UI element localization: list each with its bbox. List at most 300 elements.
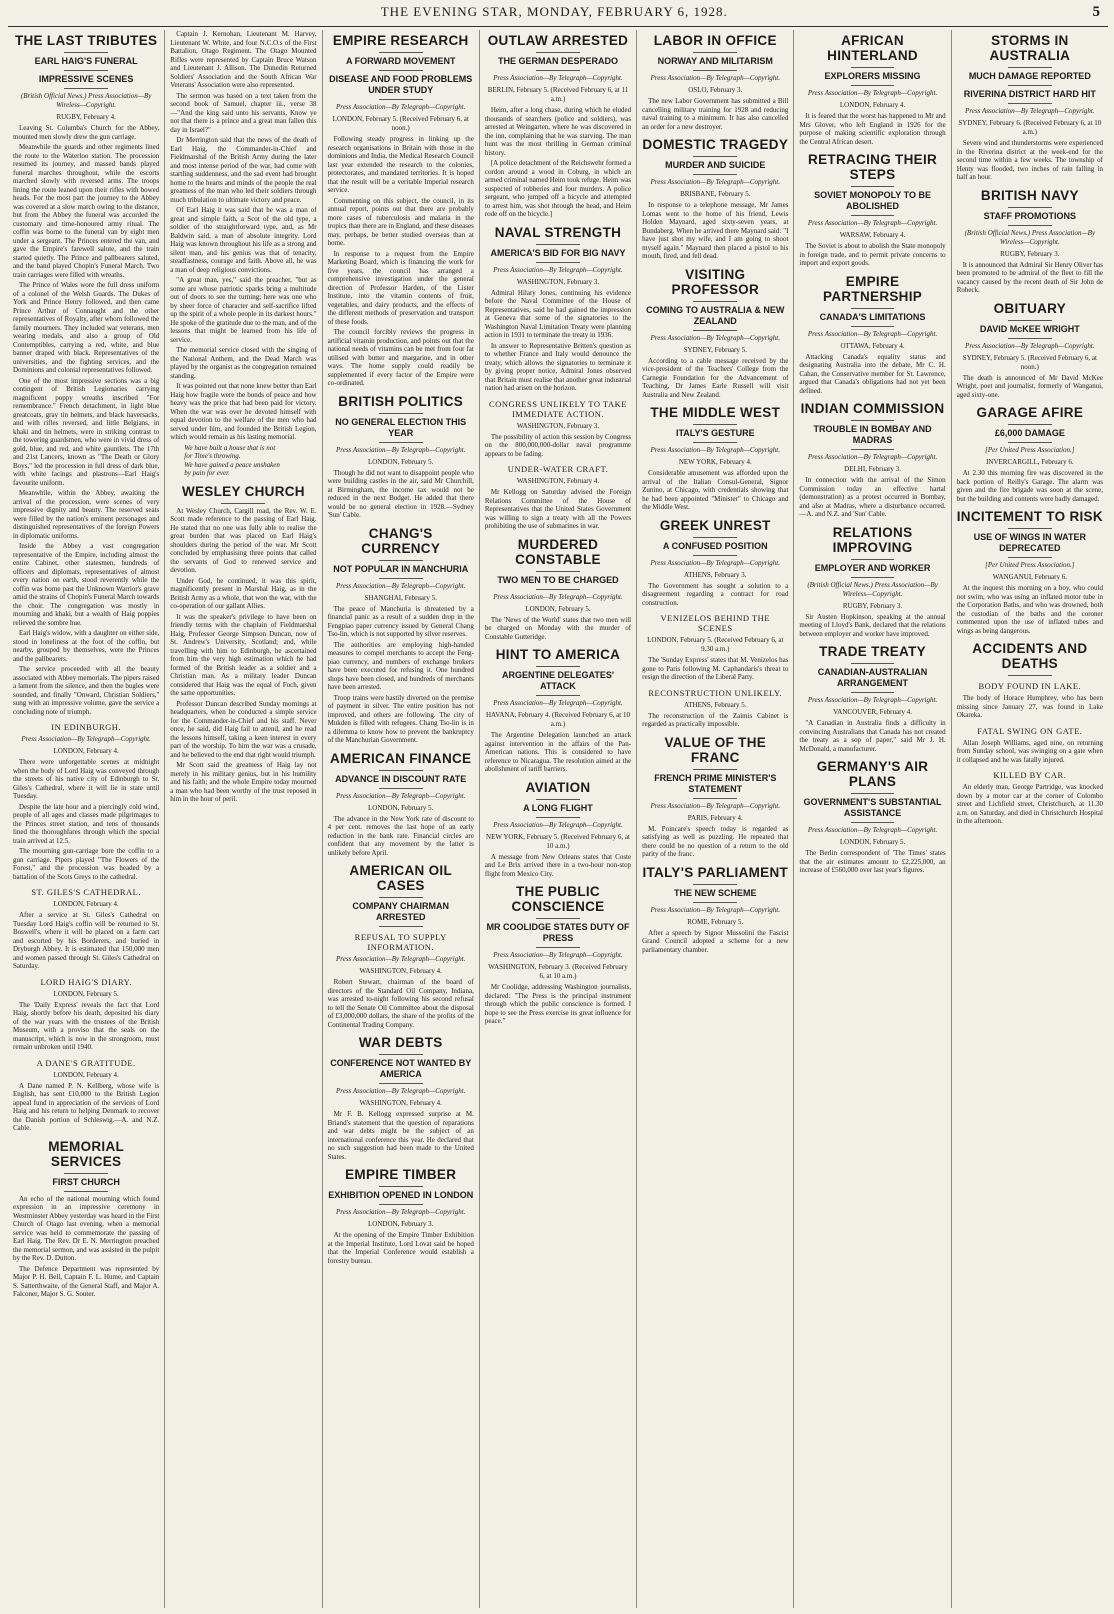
headline-rule bbox=[536, 666, 580, 667]
article bbox=[328, 526, 474, 745]
article bbox=[485, 464, 631, 531]
column-3 bbox=[323, 30, 480, 1608]
article-headline: VISITING PROFESSOR bbox=[671, 266, 759, 297]
article bbox=[13, 1139, 159, 1299]
column-2 bbox=[165, 30, 322, 1608]
dateline: LONDON, February 5. bbox=[368, 457, 434, 466]
article bbox=[957, 301, 1103, 400]
paragraph: Heim, after a long chase, during which he eluded thousands of searchers (police and soldiers), was arrested at Weingarten, where he was discovered in the inn, complaining that he was starving. The man hunt was the most thrilling in German criminal history. bbox=[484, 106, 632, 157]
page-number: 5 bbox=[1092, 4, 1100, 20]
paragraph: The Prince of Wales wore the full dress uniform of a colonel of the Welsh Guards. The Dukes of York and Prince Henry followed, and then came Prince Arthur of Connaught and the other representatives of Royalty, after whom followed the family mourners. They included war veterans, men wearing medals, and also a group of Old Contemptibles, carrying a red, white, and blue banner draped with black. Representatives of the universities, and the fighting services, and the Dominions and colonial representatives followed. bbox=[13, 281, 160, 374]
headline-rule bbox=[379, 1083, 423, 1084]
article-body bbox=[170, 30, 316, 442]
dateline: LONDON, February 4. bbox=[53, 900, 119, 908]
dateline: WASHINGTON, February 4. bbox=[359, 1099, 442, 1107]
paragraph: After a speech by Signor Mussolini the Fascist Grand Council adopted a scheme for a new parliamentary chamber. bbox=[642, 928, 789, 954]
paragraph: The 'Daily Express' reveals the fact that Lord Haig, shortly before his death, deposited his diary of the war years with the trustees of the British Museum, with a proviso that the seals on the manuscript, which is now in the strongroom, must remain unbroken until 1940. bbox=[13, 1000, 160, 1051]
article bbox=[957, 188, 1103, 295]
paragraph: Admiral Hilary Jones, continuing his evidence before the Naval Committee of the House of Representatives, said he had gained the impression at Geneva that some of the signatories to the Washington Naval Limitation Treaty were planning action in 1931 to terminate the treaty in 1936. bbox=[484, 288, 632, 339]
headline-rule bbox=[851, 449, 895, 450]
column-4 bbox=[480, 30, 637, 1608]
press-credit: Press Association—By Telegraph—Copyright. bbox=[493, 265, 623, 274]
article-headline: AMERICAN FINANCE bbox=[330, 750, 472, 766]
paragraph: The Argentine Delegation launched an attack against intervention in the affairs of the Pan-American nations. This is considered to have reference to Nicaragua. The resolution aimed at the abolishment of tariff barriers. bbox=[484, 731, 632, 773]
article bbox=[485, 780, 631, 879]
article bbox=[485, 225, 631, 393]
section-title: A DANE'S GRATITUDE. bbox=[36, 1057, 136, 1068]
headline-rule bbox=[379, 1054, 423, 1055]
headline-rule bbox=[693, 798, 737, 799]
article-body bbox=[485, 983, 631, 1026]
article bbox=[13, 33, 159, 716]
press-credit: Press Association—By Telegraph—Copyright. bbox=[335, 791, 466, 800]
paragraph: Dr Merrington said that the news of the death of Earl Haig, the Commander-in-Chief and Fieldmarshal of the British Army during the later and most intense period of the war, had come with startling suddenness, and the sad event had brought home to the hearts and minds of the people the real greatness of the man who led their soldiers through much tribulation to ultimate victory and peace. bbox=[170, 136, 317, 204]
article bbox=[799, 33, 945, 146]
article bbox=[957, 726, 1103, 765]
article-body bbox=[13, 911, 159, 971]
article-body bbox=[328, 469, 474, 520]
article-body bbox=[642, 582, 788, 608]
article bbox=[13, 1058, 159, 1133]
article bbox=[642, 735, 788, 859]
dateline: RUGBY, February 4. bbox=[56, 113, 116, 121]
article-subhead: A LONG FLIGHT bbox=[523, 802, 593, 813]
press-credit: Press Association—By Telegraph—Copyright. bbox=[493, 820, 623, 829]
dateline: LONDON, February 5. bbox=[839, 838, 906, 846]
headline-rule bbox=[64, 1191, 108, 1192]
section-title: RECONSTRUCTION UNLIKELY. bbox=[648, 687, 783, 698]
paragraph: Mr Kellogg on Saturday advised the Foreign Relations Committee of the House of Representatives that the United States Government was willing to sign a treaty with all the Powers prohibiting the use of submarines in war. bbox=[484, 488, 632, 530]
article bbox=[642, 33, 788, 131]
article-body bbox=[957, 584, 1103, 635]
article-subhead: GOVERNMENT'S SUBSTANTIAL ASSISTANCE bbox=[803, 797, 942, 818]
article-body bbox=[642, 97, 788, 131]
article-subhead: TWO MEN TO BE CHARGED bbox=[497, 574, 619, 585]
dateline: LONDON, February 4. bbox=[53, 747, 119, 755]
dateline: WARSAW, February 4. bbox=[839, 231, 906, 239]
paragraph: The sermon was based on a text taken from the second book of Samuel, chapter iii., verse 38—"And the king said unto his servants, Know ye not that there is a prince and a great man fallen this day in Israel?" bbox=[170, 91, 317, 134]
article-headline: RELATIONS IMPROVING bbox=[832, 524, 913, 555]
headline-rule bbox=[1008, 675, 1052, 676]
paragraph: "A great man, yes," said the preacher, "but as some are whose patriotic sparks bring a multitude out of doors to see the turning; here was one who by sheer force of character and self-sacrifice lifted up the spirit of a whole people in its darkest hours." He spoke of the gratitude due to the man, and of the lessons that might be learned from his life of service. bbox=[170, 276, 317, 344]
dateline: ATHENS, February 3. bbox=[683, 570, 747, 579]
paragraph: Despite the late hour and a piercingly cold wind, people of all ages and classes made pilgrimages to the Princes street station, and tens of thousands lined the thoroughfares through which the special train arrived at 12.5. bbox=[13, 802, 160, 845]
headline-rule bbox=[1008, 207, 1052, 208]
paragraph: Mr Coolidge, addressing Washington journalists, declared: "The Press is the principal instrument through which the public conscience is formed. I hope to see the Press exercise its great influence for peace." bbox=[484, 983, 632, 1025]
headline-rule bbox=[536, 262, 580, 263]
headline-rule bbox=[851, 663, 895, 664]
headline-rule bbox=[536, 52, 580, 53]
press-credit: Press Association—By Telegraph—Copyright. bbox=[650, 446, 780, 454]
headline-rule bbox=[1008, 557, 1052, 558]
article bbox=[328, 1035, 474, 1161]
article-body bbox=[13, 758, 159, 881]
press-credit: Press Association—By Telegraph—Copyright. bbox=[965, 341, 1095, 350]
headline-rule bbox=[379, 99, 423, 100]
article bbox=[642, 865, 788, 955]
paragraph: Though he did not want to disappoint people who were building castles in the air, said Mr Churchill, at Birmingham, the income tax would not be reduced in the next Budget. He added that there would be no general election in 1928.—Sydney 'Sun' Cable. bbox=[327, 468, 474, 519]
article-subhead: NO GENERAL ELECTION THIS YEAR bbox=[335, 416, 467, 438]
paragraph: The service proceeded with all the beauty associated with Abbey memorials. The pipers raised a lament from the silence, and then the bugles were sounded, and finally "Onward, Christian Soldiers," sung with an impressive volume, gave the service a concluding note of triumph. bbox=[13, 665, 160, 716]
headline-rule bbox=[64, 88, 108, 89]
article-subhead: FIRST CHURCH bbox=[52, 1176, 120, 1187]
article-body bbox=[957, 469, 1103, 503]
paragraph: An echo of the national mourning which found expression in an impressive ceremony in Westminster Abbey yesterday was heard in the First Church of Otago last evening, when a memorial service was held to commemorate the passing of Earl Haig. The Rev. Dr E. N. Merrington preached the memorial sermon, and was assisted in the pulpit by the Rev. D. Dutton. bbox=[13, 1194, 160, 1262]
headline-rule bbox=[1008, 85, 1052, 86]
article-subhead: AMERICA'S BID FOR BIG NAVY bbox=[490, 247, 626, 258]
press-credit: Press Association—By Telegraph—Copyright. bbox=[335, 445, 466, 454]
headline-rule bbox=[536, 695, 580, 696]
section-title: VENIZELOS BEHIND THE SCENES bbox=[660, 613, 770, 633]
article-subhead: THE GERMAN DESPERADO bbox=[497, 56, 618, 66]
headline-rule bbox=[536, 589, 580, 590]
article bbox=[328, 751, 474, 858]
paragraph: Under God, he continued, it was this spirit, magnificently present in Marshal Haig, as in the British Army as a whole, that won the war, with the co-operation of our gallant Allies. bbox=[170, 576, 317, 610]
paragraph: "A Canadian in Australia finds a difficulty in convincing Australians that Canada has not created the treaty as a sop of paper," said Mr J. H. McDonald, a manufacturer. bbox=[799, 719, 946, 753]
article-headline: THE PUBLIC CONSCIENCE bbox=[511, 884, 605, 914]
paragraph: Leaving St. Columba's Church for the Abbey, mounted men slowly drew the gun carriage. bbox=[13, 124, 160, 141]
article-subhead: CONFERENCE NOT WANTED BY AMERICA bbox=[330, 1058, 472, 1079]
dateline: SYDNEY, February 6. (Received February 6, at 10 a.m.) bbox=[958, 119, 1102, 136]
article-body bbox=[328, 135, 474, 388]
paragraph: The advance in the New York rate of discount to 4 per cent. removes the last hope of an early reduction in the bank rate. Financial circles are confident that any movement by the latter is unlikely before April. bbox=[327, 814, 474, 857]
article-subhead: CANADIAN-AUSTRALIAN ARRANGEMENT bbox=[817, 667, 928, 688]
section-title: KILLED BY CAR. bbox=[993, 770, 1067, 780]
paragraph: In connection with the arrival of the Simon Commission today an effective hartal (demonstration) as a protest occurred in Bombay, and also at Madras, where a disturbance occurred.—A. and N.Z. and 'Sun' Cable. bbox=[799, 476, 946, 518]
dateline: DELHI, February 3. bbox=[844, 465, 901, 473]
press-credit: Press Association—By Telegraph—Copyright. bbox=[650, 558, 780, 567]
article-body bbox=[485, 106, 631, 219]
article-subhead: TROUBLE IN BOMBAY AND MADRAS bbox=[813, 424, 932, 445]
headline-rule bbox=[693, 555, 737, 556]
dateline: LONDON, February 5. bbox=[368, 803, 434, 812]
press-credit: Press Association—By Telegraph—Copyright. bbox=[650, 74, 780, 82]
article-body bbox=[799, 476, 945, 519]
headline-rule bbox=[1008, 225, 1052, 226]
article-subhead: EMPLOYER AND WORKER bbox=[814, 562, 931, 573]
headline-rule bbox=[851, 308, 895, 309]
article-subhead: EARL HAIG'S FUNERAL bbox=[34, 56, 138, 66]
paragraph: The body of Horace Humphrey, who has been missing since January 27, was found in Lake Okareka. bbox=[956, 694, 1103, 719]
press-credit: Press Association—By Telegraph—Copyright. bbox=[650, 178, 780, 186]
paragraph: At the inquest this morning on a boy, who could not swim, who was using an inflated motor tube in the Corporation Baths, and who was drowned, both the custodian of the baths and the coroner commented upon the use of inflated tubes and wings as being dangerous. bbox=[956, 584, 1103, 635]
article-subhead: THE NEW SCHEME bbox=[674, 887, 757, 898]
paragraph: The peace of Manchuria is threatened by a financial panic as a result of a sudden drop in the Fengpiao paper currency issued by General Chang Tso-lin, which is not supported by silver reserves. bbox=[327, 604, 474, 638]
article-body bbox=[642, 469, 788, 512]
article-body bbox=[799, 849, 945, 875]
article-subhead: A FORWARD MOVEMENT bbox=[345, 56, 456, 66]
article-headline: LABOR IN OFFICE bbox=[653, 33, 777, 48]
paragraph: Considerable amusement was afforded upon the arrival of the Italian Consul-General, Signor Zunino, at Chicago, with credentials showing that he had been appointed "Minister" to Chicago and the Middle West. bbox=[642, 469, 789, 511]
press-credit: Press Association—By Telegraph—Copyright. bbox=[807, 453, 938, 461]
section-title: FATAL SWING ON GATE. bbox=[977, 725, 1083, 736]
paragraph: At the opening of the Empire Timber Exhibition at the Imperial Institute, Lord Lovat said he hoped that the Imperial Conference would establish a forestry bureau. bbox=[327, 1231, 474, 1265]
paragraph: Troop trains were hastily diverted on the premise of payment in silver. The entire position has not improved, and others are following. The city of Mukden is filled with refugees. Chang Tso-lin is in a dilemma to know how to prevent the bankruptcy of the Manchurian Government. bbox=[327, 693, 474, 744]
headline-rule bbox=[1008, 338, 1052, 339]
paragraph: The Defence Department was represented by Major P. H. Bell, Captain F. L. Hume, and Captain S. Satterthwaite, of the General Staff, and Major A. Falconer, Major S. G. Souter. bbox=[13, 1264, 160, 1298]
paragraph: It was pointed out that none knew better than Earl Haig how fragile were the bonds of peace and how heavy was the price that had been paid for victory. When the war was over he devoted himself with equal devotion to the welfare of the men who had served under him, and founded the British Legion, which would remain as his lasting memorial. bbox=[170, 382, 317, 441]
press-credit: Press Association—By Telegraph—Copyright. bbox=[493, 592, 623, 601]
paragraph: Inside the Abbey a vast congregation representative of the Empire, including almost the entire Cabinet, other statesmen, hundreds of officers and diplomats, representatives of almost every nation on earth, stood reverently while the coffin was borne past the Unknown Warrior's grave amid the strains of Chopin's Funeral March towards the choir. The congregation was mostly in mourning and khaki, but a wealth of Haig poppies relieved the sombre hue. bbox=[13, 542, 160, 627]
article-body bbox=[642, 712, 788, 729]
press-credit: Press Association—By Telegraph—Copyright. bbox=[493, 951, 623, 959]
article-headline: AFRICAN HINTERLAND bbox=[827, 33, 918, 63]
dateline: OSLO, February 3. bbox=[688, 86, 743, 94]
article-body bbox=[485, 488, 631, 531]
article-body bbox=[328, 1231, 474, 1265]
article-headline: GARAGE AFIRE bbox=[976, 405, 1084, 420]
headline-rule bbox=[851, 793, 895, 794]
paragraph: Commenting on this subject, the council, in its annual report, points out that there are probably more cases of tuberculosis and malaria in the tropics than there are in England, and these diseases may, perhaps, be better studied overseas than at home. bbox=[327, 196, 474, 247]
paragraph: The 'News of the World' states that two men will be charged on Monday with the murder of Constable Gutteridge. bbox=[484, 615, 632, 641]
paragraph: An elderly man, George Partridge, was knocked down by a motor car at the corner of Colombo street and Lichfield street, Christchurch, at 11.30 a.m. on Saturday, and died in Christchurch Hospital in the afternoon. bbox=[956, 783, 1103, 825]
paragraph: It is announced that Admiral Sir Henry Oliver has been promoted to be admiral of the fleet to fill the vacancy caused by the recent death of Sir John de Robeck. bbox=[956, 260, 1103, 294]
press-credit: Press Association—By Telegraph—Copyright. bbox=[493, 699, 623, 707]
article-headline: NAVAL STRENGTH bbox=[494, 224, 622, 240]
article-headline: THE MIDDLE WEST bbox=[650, 405, 781, 420]
headline-rule bbox=[851, 420, 895, 421]
article bbox=[799, 644, 945, 753]
headline-rule bbox=[379, 578, 423, 579]
dateline: LONDON, February 5. (Received February 6, at noon.) bbox=[332, 115, 469, 132]
article bbox=[170, 484, 316, 804]
paragraph: One of the most impressive sections was a big contingent of British Legionaries carrying magnificent poppy wreaths inscribed "For remembrance." French detachment, in light blue greatcoats, gray tin helmets, and black haversacks, and with rifles reversed, and little Belgians, in khaki and tin helmets, were in striking contrast to the towering guardsmen, who were in vivid dress of gold, blue, and red, and white gauntlets. The 17th and 21st Lancers, known as "The Death or Glory Boys," led the procession in full dress of dark blue, with white facings and plastrons—Earl Haig's favourite uniform. bbox=[13, 376, 160, 487]
article bbox=[957, 509, 1103, 635]
article-headline: GREEK UNREST bbox=[659, 517, 771, 533]
article-body bbox=[13, 1082, 159, 1133]
article bbox=[799, 401, 945, 519]
article bbox=[13, 722, 159, 881]
dateline: LONDON, February 5. bbox=[525, 604, 591, 613]
paragraph: The reconstruction of the Zaimis Cabinet is regarded as practically impossible. bbox=[642, 711, 789, 728]
article bbox=[485, 33, 631, 219]
headline-rule bbox=[693, 301, 737, 302]
article bbox=[642, 267, 788, 400]
article-subhead: ITALY'S GESTURE bbox=[675, 428, 755, 438]
article bbox=[799, 152, 945, 268]
press-credit: Press Association—By Telegraph—Copyright. bbox=[650, 333, 780, 342]
dateline: LONDON, February 3. bbox=[368, 1220, 434, 1228]
article-subhead: IMPRESSIVE SCENES bbox=[38, 74, 134, 84]
article-headline: THE LAST TRIBUTES bbox=[14, 33, 158, 48]
article-body bbox=[957, 694, 1103, 720]
headline-rule bbox=[851, 577, 895, 578]
paragraph: The Soviet is about to abolish the State monopoly in foreign trade, and to permit private concerns to import and export goods. bbox=[799, 242, 946, 267]
article-headline: BRITISH POLITICS bbox=[338, 393, 464, 409]
headline-rule bbox=[379, 770, 423, 771]
dateline: SHANGHAI, February 5. bbox=[364, 593, 437, 602]
article-subhead: USE OF WINGS IN WATER DEPRECATED bbox=[973, 532, 1086, 553]
column-1 bbox=[8, 30, 165, 1608]
article bbox=[328, 33, 474, 388]
section-title: BODY FOUND IN LAKE. bbox=[978, 681, 1082, 691]
article-body bbox=[799, 353, 945, 396]
headline-rule bbox=[536, 817, 580, 818]
paragraph: A message from New Orleans states that Coste and Le Brix arrived there in a two-hour non-stop flight from Mexico City. bbox=[484, 852, 632, 878]
article-body bbox=[328, 978, 474, 1029]
paragraph: Mr F. B. Kellogg expressed surprise at M. Briand's statement that the question of reparations and war debts might be the subject of an international conference this year. He declared that no such suggestion had been made to the United States. bbox=[327, 1110, 474, 1161]
dateline: RUGBY, February 3. bbox=[842, 601, 903, 610]
headline-rule bbox=[1008, 424, 1052, 425]
paragraph: The memorial service closed with the singing of the National Anthem, and the Dead March was played by the organist as the congregation remained standing. bbox=[170, 346, 317, 380]
dateline: WANGANUI, February 6. bbox=[992, 573, 1067, 581]
article-body bbox=[170, 507, 316, 804]
press-credit: Press Association—By Telegraph—Copyright. bbox=[807, 826, 938, 834]
article-body bbox=[485, 289, 631, 393]
article-body bbox=[485, 853, 631, 879]
press-credit: Press Association—By Telegraph—Copyright. bbox=[807, 696, 938, 704]
article-body bbox=[799, 112, 945, 146]
headline-rule bbox=[64, 1173, 108, 1174]
article-body bbox=[642, 656, 788, 682]
article-subhead: NOT POPULAR IN MANCHURIA bbox=[333, 563, 469, 574]
article-subhead: EXPLORERS MISSING bbox=[824, 71, 921, 81]
article-headline: MURDERED CONSTABLE bbox=[515, 536, 601, 567]
section-title: CONGRESS UNLIKELY TO TAKE IMMEDIATE ACTION. bbox=[489, 398, 627, 419]
paragraph: The authorities are employing high-handed measures to compel merchants to accept the Feng-piao currency, and numbers of exchange brokers have been executed for refusing it. One hundred shops have been closed, and hundreds of merchants have been arrested. bbox=[327, 640, 474, 691]
article bbox=[485, 647, 631, 774]
article bbox=[485, 537, 631, 642]
dateline: ROME, February 5. bbox=[687, 917, 744, 926]
article-body bbox=[328, 815, 474, 858]
article-body bbox=[642, 929, 788, 955]
article-body bbox=[957, 739, 1103, 765]
article-subhead: DISEASE AND FOOD PROBLEMS UNDER STUDY bbox=[329, 74, 473, 95]
article bbox=[485, 399, 631, 459]
paragraph: Allan Joseph Williams, aged nine, on returning from Sunday school, was swinging on a gate when it collapsed and he was fatally injured. bbox=[956, 738, 1103, 764]
dateline: NEW YORK, February 5. (Received February 6, at 10 a.m.) bbox=[486, 832, 630, 850]
article-subhead: ADVANCE IN DISCOUNT RATE bbox=[335, 773, 467, 784]
paragraph: [A police detachment of the Reichswehr formed a cordon around a wood in Coburg, in which an armed criminal named Heim took refuge. Heim was suspected of robberies and four murders. A police sergeant, who jumped off a bicycle and attempted to arrest him, was shot through the head, and Heim rode off on the bicycle.] bbox=[484, 159, 632, 218]
article-headline: BRITISH NAVY bbox=[980, 187, 1079, 203]
paragraph: The mourning gun-carriage bore the coffin to a gun carriage. Pipers played "The Flowers of the Forest," and the procession was headed by a battalion of the Scots Greys to the cathedral. bbox=[13, 847, 160, 881]
paragraph: Sir Austen Hopkinson, speaking at the annual meeting of Lloyd's Bank, declared that the relations between employer and worker have improved. bbox=[799, 612, 946, 638]
paragraph: The Berlin correspondent of 'The Times' states that the air estimates amount to £2,225,000, an increase of £560,000 over last year's figures. bbox=[799, 849, 946, 874]
headline-rule bbox=[693, 174, 737, 175]
paragraph: After a service at St. Giles's Cathedral on Tuesday Lord Haig's coffin will be returned to St. Boswell's, where it will be placed on a farm cart and escorted by his Borderers, and buried in Dryburgh Abbey. It is estimated that 150,000 men and women passed through St. Giles's Cathedral on Saturday. bbox=[13, 911, 160, 970]
dateline: VANCOUVER, February 4. bbox=[833, 708, 912, 716]
headline-rule bbox=[536, 947, 580, 948]
headline-rule bbox=[379, 788, 423, 789]
headline-rule bbox=[379, 1204, 423, 1205]
headline-rule bbox=[221, 503, 265, 504]
paragraph: The new Labor Government has submitted a Bill cancelling military training for 1928 and reducing naval training to a minimum. It has also cancelled an order for a new destroyer. bbox=[642, 97, 789, 131]
article-headline: CHANG'S CURRENCY bbox=[361, 525, 441, 556]
press-credit: Press Association—By Telegraph—Copyright. bbox=[335, 581, 466, 590]
article bbox=[799, 525, 945, 639]
article-body bbox=[799, 613, 945, 639]
press-credit: (British Official News.) Press Association—By Wireless—Copyright. bbox=[807, 580, 938, 598]
paragraph: The death is announced of Mr David McKee Wright, poet and journalist, formerly of Wanganui, aged sixty-one. bbox=[956, 373, 1103, 399]
article bbox=[957, 641, 1103, 720]
dateline: SYDNEY, February 5. bbox=[683, 345, 747, 354]
article bbox=[957, 770, 1103, 826]
article-body bbox=[642, 825, 788, 859]
dateline: PARIS, February 4. bbox=[687, 813, 743, 822]
paragraph: The Government has sought a solution to a disagreement regarding a contract for road construction. bbox=[642, 581, 789, 607]
headline-rule bbox=[693, 442, 737, 443]
headline-rule bbox=[851, 822, 895, 823]
headline-rule bbox=[379, 560, 423, 561]
headline-rule bbox=[536, 918, 580, 919]
paragraph: Mr Scott said the greatness of Haig lay not merely in his military genius, but in his humility and his faith; and the whole Empire today mourned a man who had been worthy of the trust reposed in him in the hour of peril. bbox=[170, 761, 317, 803]
headline-rule bbox=[536, 799, 580, 800]
dateline: BERLIN, February 5. (Received February 6, at 11 a.m.) bbox=[487, 86, 629, 103]
headline-rule bbox=[851, 67, 895, 68]
dateline: SYDNEY, February 5. (Received February 6, at noon.) bbox=[962, 353, 1097, 371]
headline-rule bbox=[851, 692, 895, 693]
dateline: HAVANA, February 4. (Received February 6, at 10 a.m.) bbox=[485, 711, 630, 728]
headline-rule bbox=[693, 52, 737, 53]
headline-rule bbox=[379, 1186, 423, 1187]
article-subhead: ARGENTINE DELEGATES' ATTACK bbox=[501, 670, 614, 691]
paragraph: According to a cable message received by the vice-president of the Teachers' College from the Carnegie Foundation for the Advancement of Teaching, Dr James Earle Russell will visit Australia and New Zealand. bbox=[642, 356, 789, 399]
article-headline: OUTLAW ARRESTED bbox=[487, 33, 629, 48]
headline-rule bbox=[64, 70, 108, 71]
paragraph: Meanwhile the guards and other regiments lined the route to the Waterloo station. The procession resumed its journey, and massed bands played funeral marches throughout, while the escorts marched slowly with reversed arms. The troops lining the route leaned upon their rifles with bowed heads. For the most part the journey to the Abbey was covered at a slow march owing to the distance, but from the Abbey the funeral was accorded the customary and time-honoured army ritual. The coffin was borne to the funeral van by eight men under a sergeant. The Princes entered the van, and gave the Empire's farewell salute, and the train started quietly. The Prince and pallbearers saluted, and the band played Chopin's Funeral March. Two train carriages were filled with wreaths. bbox=[13, 143, 160, 279]
article-body bbox=[957, 374, 1103, 400]
article-headline: AVIATION bbox=[525, 779, 591, 795]
article-body bbox=[328, 1110, 474, 1161]
article-headline: EMPIRE TIMBER bbox=[345, 1167, 457, 1182]
paragraph: A Dane named P. N. Kellberg, whose wife is English, has sent £10,000 to the British Legion appeal fund in appreciation of the services of Lord Haig and his return to helping Denmark to recover the Danish portion of Schleswig.—A. and N.Z. Cable. bbox=[13, 1081, 160, 1132]
paragraph: M. Poincare's speech today is regarded as satisfying as well as puzzling. He repeated that there could be no question of a return to the old parity of the franc. bbox=[642, 824, 789, 858]
section-title: UNDER-WATER CRAFT. bbox=[507, 464, 609, 474]
article-body bbox=[485, 616, 631, 642]
article-headline: WAR DEBTS bbox=[358, 1035, 443, 1050]
headline-rule bbox=[693, 537, 737, 538]
article bbox=[13, 887, 159, 971]
article-body bbox=[13, 1195, 159, 1299]
article-body bbox=[13, 124, 159, 716]
headline-rule bbox=[693, 70, 737, 71]
article bbox=[642, 613, 788, 682]
headline-rule bbox=[851, 215, 895, 216]
article-body bbox=[957, 261, 1103, 295]
press-credit: Press Association—By Telegraph—Copyright. bbox=[335, 955, 466, 963]
article-headline: EMPIRE RESEARCH bbox=[332, 33, 469, 48]
paragraph: The 'Sunday Express' states that M. Venizelos has gone to Paris following M. Caphandaris's threat to resign the direction of the Liberal Party. bbox=[642, 656, 789, 681]
press-credit: Press Association—By Telegraph—Copyright. bbox=[650, 801, 780, 810]
article-headline: DOMESTIC TRAGEDY bbox=[642, 137, 789, 152]
poem-verse: We have built a house that is not for Time's throwing. We have gained a peace unshaken by pain for ever. bbox=[184, 443, 280, 477]
article bbox=[328, 1167, 474, 1265]
article-subhead: CANADA'S LIMITATIONS bbox=[819, 311, 926, 322]
press-credit: Press Association—By Telegraph—Copyright. bbox=[335, 1087, 466, 1095]
article bbox=[642, 137, 788, 261]
article bbox=[328, 394, 474, 520]
dateline: WASHINGTON, February 4. bbox=[516, 477, 600, 485]
press-credit: Press Association—By Telegraph—Copyright. bbox=[807, 329, 938, 338]
article-subhead: MR COOLIDGE STATES DUTY OF PRESS bbox=[486, 922, 630, 943]
press-credit: Press Association—By Telegraph—Copyright. bbox=[807, 219, 938, 227]
article-subhead: £6,000 DAMAGE bbox=[994, 428, 1065, 438]
column-6 bbox=[794, 30, 951, 1608]
headline-rule bbox=[536, 244, 580, 245]
dateline: NEW YORK, February 4. bbox=[678, 458, 752, 466]
headline-rule bbox=[1008, 320, 1052, 321]
paragraph: Professor Duncan described Sunday mornings at headquarters, when he conducted a simple service for the Commander-in-Chief and his staff. Never once, he said, did Haig fail to attend, and he read the lessons himself, taking a keen interest in every part of the worship. To him the war was a crusade, and he believed to the end that right would triumph. bbox=[170, 699, 317, 759]
paragraph: Of Earl Haig it was said that he was a man of great and simple faith, a Scot of the old type, a soldier of the straightforward type, and, as Mr Baldwin said, a man of absolute integrity. Lord Haig was known throughout his life as a strong and silent man, and his genius was that of tenacity, steadfastness, courage and faith. Above all, he was a man of deep religious convictions. bbox=[170, 206, 317, 274]
article-headline: ACCIDENTS AND DEATHS bbox=[972, 641, 1088, 671]
article-subhead: MURDER AND SUICIDE bbox=[665, 160, 766, 170]
masthead bbox=[8, 4, 1108, 27]
article-body bbox=[799, 719, 945, 753]
paragraph: There were unforgettable scenes at midnight when the body of Lord Haig was conveyed through the streets of his native city of Edinburgh to St. Giles's Cathedral, where it will lie in state until Tuesday. bbox=[13, 758, 160, 800]
article-body bbox=[485, 731, 631, 774]
article bbox=[799, 274, 945, 396]
paragraph: Robert Stewart, chairman of the board of directors of the Standard Oil Company, Indiana, was arrested to-night following his second refusal to tell the Senate Oil Committee about the disposal of £3,000,000 dollars, the share of the profits of the Continental Trading Company. bbox=[327, 978, 474, 1029]
